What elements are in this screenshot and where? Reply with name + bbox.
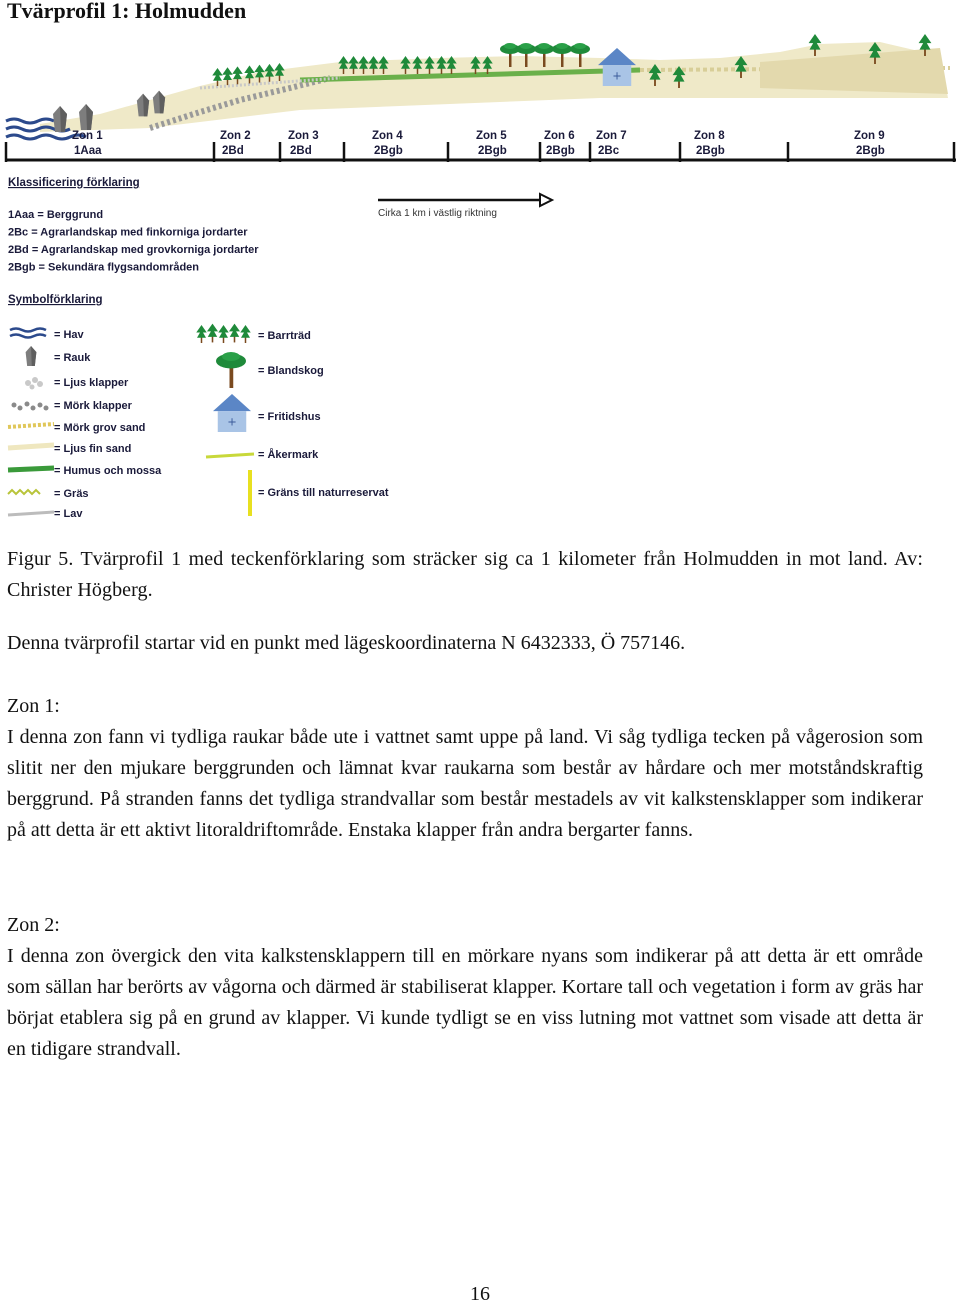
classification-title: Klassificering förklaring: [8, 177, 140, 189]
zone1-title: Zon 1:: [7, 695, 60, 717]
cottage-icon: [598, 48, 636, 86]
classification-item: 1Aaa = Berggrund: [8, 209, 104, 221]
profile-diagram: [0, 28, 960, 528]
zone-code: 2Bd: [290, 145, 312, 157]
symbol-label: = Gräs: [54, 488, 89, 500]
zone-code: 2Bgb: [546, 145, 575, 157]
symbol-label: = Ljus fin sand: [54, 443, 132, 455]
symbol-label: = Lav: [54, 508, 83, 520]
rauk-symbol-icon: [26, 346, 37, 366]
figure-caption: Figur 5. Tvärprofil 1 med teckenförklaring som sträcker sig ca 1 kilometer från Holmudden in mot land. Av: Christer Högberg.: [7, 548, 923, 601]
rauk-icon: [153, 91, 165, 114]
zone2-title: Zon 2:: [7, 914, 60, 936]
zone-label: Zon 4: [372, 130, 403, 142]
page-heading: Tvärprofil 1: Holmudden: [7, 0, 247, 23]
symbol-label: = Rauk: [54, 352, 91, 364]
classification-list: [8, 209, 259, 274]
sea-symbol-icon: [10, 329, 46, 338]
symbol-legend-right: [196, 324, 254, 516]
intro-text: Denna tvärprofil startar vid en punkt med lägeskoordinaterna N 6432333, Ö 757146.: [7, 632, 686, 654]
zone-label: Zon 8: [694, 130, 725, 142]
symbol-labels-right: [258, 330, 389, 499]
zone-code: 2Bd: [222, 145, 244, 157]
classification-item: 2Bc = Agrarlandskap med finkorniga jordarter: [8, 226, 248, 239]
humus-moss-symbol-icon: [8, 468, 54, 470]
zone-label: Zon 7: [596, 130, 627, 142]
mixed-forest-symbol-icon: [216, 352, 246, 388]
rauk-icon: [53, 106, 67, 132]
zone-label: Zon 1: [72, 130, 103, 142]
terrain-profile: [40, 42, 950, 132]
zone-label: Zon 5: [476, 130, 507, 142]
zone-label: Zon 9: [854, 130, 885, 142]
direction-label: Cirka 1 km i västlig riktning: [378, 208, 497, 219]
zone-code: 2Bgb: [696, 145, 725, 157]
symbol-label: = Fritidshus: [258, 411, 321, 423]
dark-shingle-symbol-icon: [12, 402, 49, 411]
zone-code: 2Bgb: [478, 145, 507, 157]
lichen-symbol-icon: [8, 512, 54, 515]
symbol-legend-left: [8, 329, 54, 516]
conifer-symbol-icon: [196, 324, 251, 343]
symbol-label: = Mörk klapper: [54, 400, 132, 412]
field-symbol-icon: [206, 454, 254, 457]
zone-code: 2Bc: [598, 145, 620, 157]
zone-code: 1Aaa: [74, 145, 102, 157]
symbol-label: = Blandskog: [258, 365, 324, 377]
symbol-label: = Humus och mossa: [54, 465, 162, 477]
symbol-label: = Barrträd: [258, 330, 311, 342]
symbol-title: Symbolförklaring: [8, 294, 103, 306]
zone1-text: I denna zon fann vi tydliga raukar både ute i vattnet samt uppe på land. Vi såg tydliga tecken på vågerosion som slitit ner den mjukare berggrunden och lämnat kvar raukarna som består av hårdare och mer motståndskraftig berggrund. På stranden fanns det tydliga strandvallar som består mestadels av vit kalkstensklapper som indikerar på att detta är ett aktivt litoraldriftområde. Enstaka klapper från andra bergarter fanns.: [7, 726, 923, 841]
zone-label: Zon 6: [544, 130, 575, 142]
dark-sand-symbol-icon: [8, 424, 54, 427]
zone-code: 2Bgb: [374, 145, 403, 157]
symbol-label: = Gräns till naturreservat: [258, 487, 389, 499]
cottage-symbol-icon: [213, 394, 251, 432]
rauk-icon: [79, 104, 93, 130]
symbol-label: = Åkermark: [258, 449, 319, 461]
zone2-text: I denna zon övergick den vita kalkstensklappern till en mörkare nyans som indikerar på att detta är ett område som sällan har berörts av vågorna och därmed är stabiliserat klapper. Kortare tall och vegetation i form av gräs har börjat etablera sig på en grund av klapper. Vi kunde tydligt se en viss lutning mot vattnet som visade att detta är en tidigare strandvall.: [7, 945, 923, 1060]
zone-label: Zon 3: [288, 130, 319, 142]
rauk-icon: [137, 94, 149, 117]
symbol-label: = Ljus klapper: [54, 377, 129, 389]
zone-code: 2Bgb: [856, 145, 885, 157]
zone-label: Zon 2: [220, 130, 251, 142]
classification-item: 2Bgb = Sekundära flygsandområden: [8, 261, 200, 274]
symbol-labels-left: [54, 329, 162, 520]
profile-figure: [0, 28, 960, 528]
light-shingle-symbol-icon: [25, 377, 43, 390]
zone-labels: [72, 130, 885, 157]
light-sand-symbol-icon: [8, 445, 54, 448]
symbol-label: = Mörk grov sand: [54, 422, 146, 434]
symbol-label: = Hav: [54, 329, 84, 341]
page-number: 16: [470, 1283, 490, 1305]
classification-item: 2Bd = Agrarlandskap med grovkorniga jordarter: [8, 244, 259, 256]
grass-symbol-icon: [8, 490, 40, 494]
